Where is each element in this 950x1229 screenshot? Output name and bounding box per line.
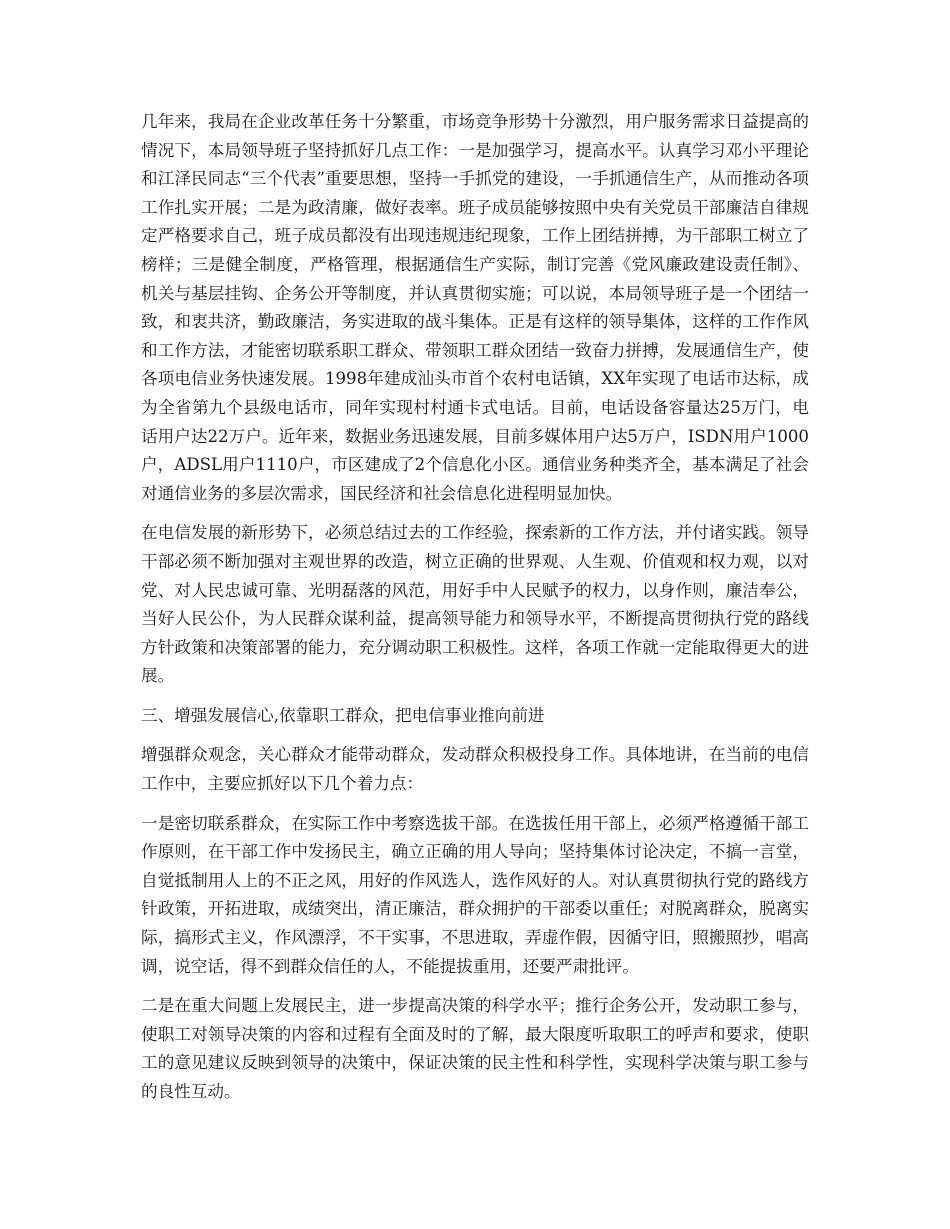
paragraph-leadership-review: 几年来，我局在企业改革任务十分繁重，市场竞争形势十分激烈，用户服务需求日益提高的情况下，本局领导班子坚持抓好几点工作：一是加强学习，提高水平。认真学习邓小平理论和江泽民同志“三个代表”重要思想，坚持一手抓党的建设，一手抓通信生产，从而推动各项工作扎实开展；二是为政清廉，做好表率。班子成员能够按照中央有关党员干部廉洁自律规定严格要求自己，班子成员都没有出现违规违纪现象，工作上团结拼搏，为干部职工树立了榜样；三是健全制度，严格管理，根据通信生产实际，制订完善《党风廉政建设责任制》、机关与基层挂钩、企务公开等制度，并认真贯彻实施；可以说，本局领导班子是一个团结一致，和衷共济，勤政廉洁，务实进取的战斗集体。正是有这样的领导集体，这样的工作作风和工作方法，才能密切联系职工群众、带领职工群众团结一致奋力拼搏，发展通信生产，使各项电信业务快速发展。1998年建成汕头市首个农村电话镇，XX年实现了电话市达标，成为全省第九个县级电话市，同年实现村村通卡式电话。目前，电话设备容量达25万门，电话用户达22万户。近年来，数据业务迅速发展，目前多媒体用户达5万户，ISDN用户1000户，ADSL用户1110户，市区建成了2个信息化小区。通信业务种类齐全，基本满足了社会对通信业务的多层次需求，国民经济和社会信息化进程明显加快。 bbox=[141, 112, 809, 503]
section-heading-3: 三、增强发展信心,依靠职工群众，把电信事业推向前进 bbox=[141, 705, 545, 725]
paragraph-point-two: 二是在重大问题上发展民主，进一步提高决策的科学水平；推行企务公开，发动职工参与，使职工对领导决策的内容和过程有全面及时的了解，最大限度听取职工的呼声和要求，使职工的意见建议反映到领导的决策中，保证决策的民主性和科学性，实现科学决策与职工参与的良性互动。 bbox=[141, 996, 809, 1101]
paragraph-new-situation: 在电信发展的新形势下，必须总结过去的工作经验，探索新的工作方法，并付诸实践。领导干部必须不断加强对主观世界的改造，树立正确的世界观、人生观、价值观和权力观，以对党、对人民忠诚可靠、光明磊落的风范，用好手中人民赋予的权力，以身作则，廉洁奉公，当好人民公仆，为人民群众谋利益，提高领导能力和领导水平，不断提高贯彻执行党的路线方针政策和决策部署的能力，充分调动职工积极性。这样，各项工作就一定能取得更大的进展。 bbox=[141, 523, 809, 686]
paragraph-point-one: 一是密切联系群众，在实际工作中考察选拔干部。在选拔任用干部上，必须严格遵循干部工作原则，在干部工作中发扬民主，确立正确的用人导向；坚持集体讨论决定，不搞一言堂，自觉抵制用人上的不正之风，用好的作风选人，选作风好的人。对认真贯彻执行党的路线方针政策，开拓进取，成绩突出，清正廉洁，群众拥护的干部委以重任；对脱离群众，脱离实际，搞形式主义，作风漂浮，不干实事，不思进取，弄虚作假，因循守旧，照搬照抄，唱高调，说空话，得不到群众信任的人，不能提拔重用，还要严肃批评。 bbox=[141, 813, 809, 976]
paragraph-mass-concept: 增强群众观念，关心群众才能带动群众，发动群众积极投身工作。具体地讲，在当前的电信工作中，主要应抓好以下几个着力点： bbox=[141, 745, 809, 794]
document-body bbox=[141, 108, 809, 1118]
